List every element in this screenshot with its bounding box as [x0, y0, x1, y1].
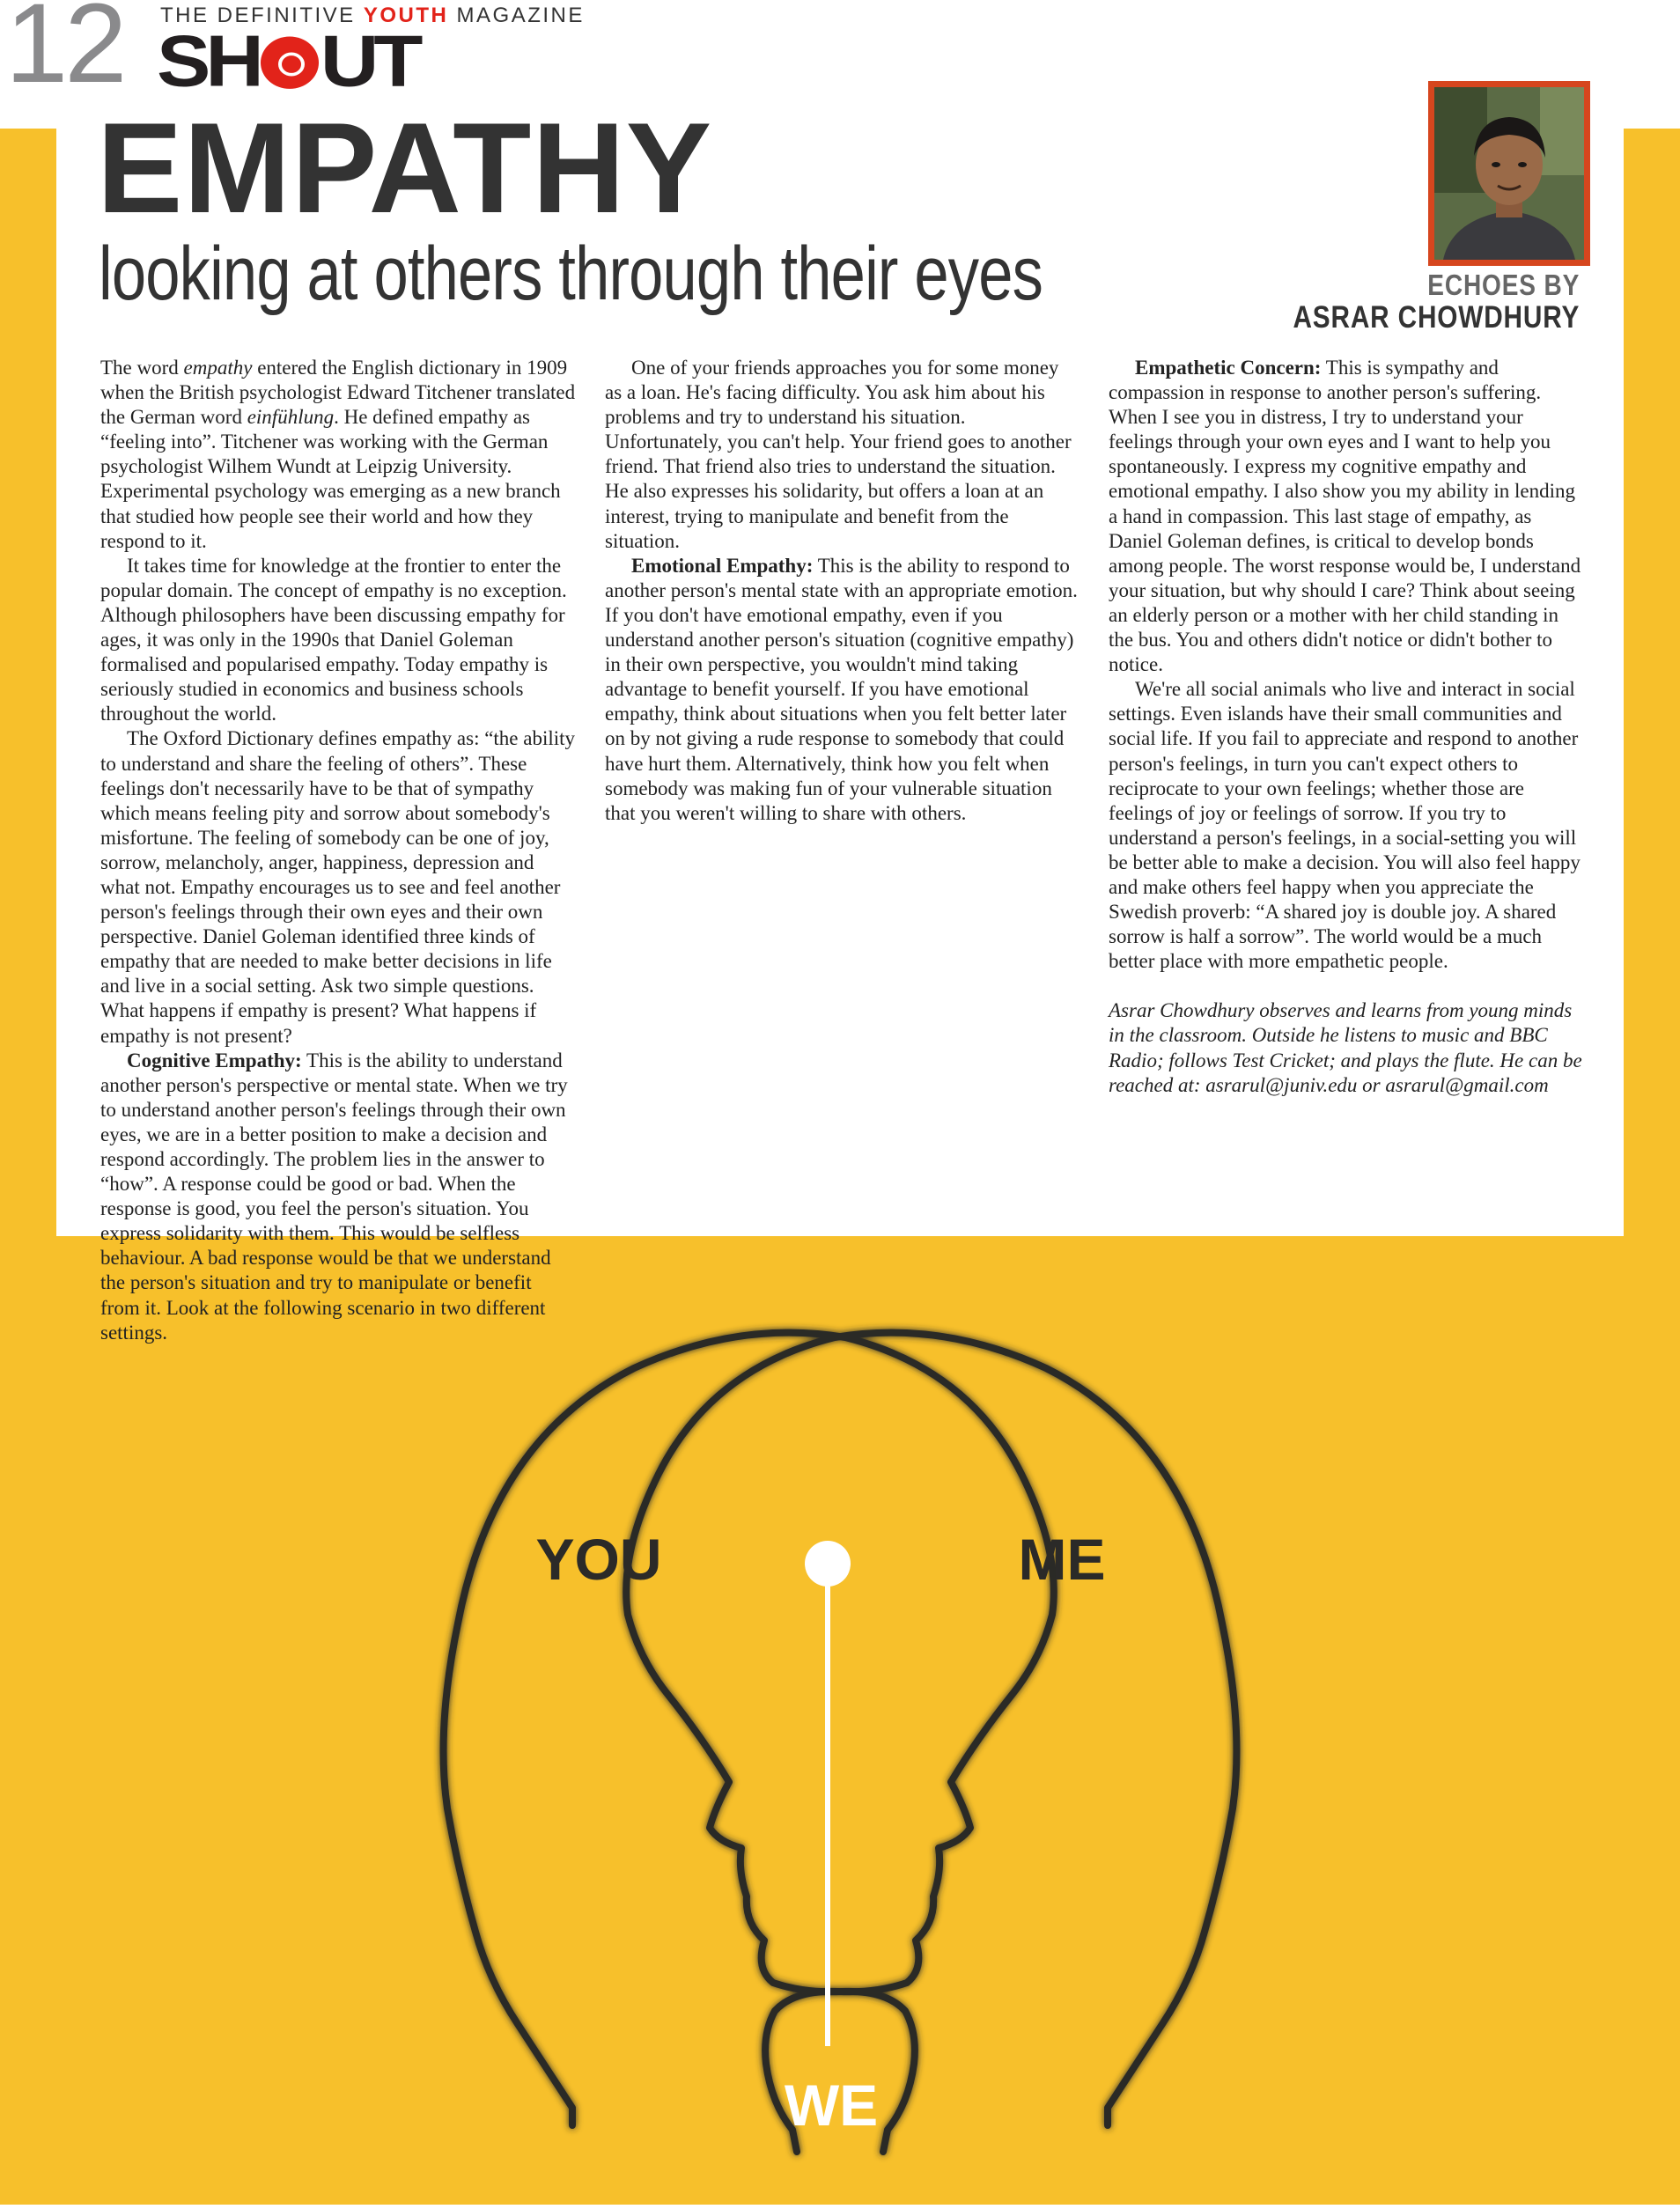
byline: [1242, 269, 1580, 335]
author-portrait: [1428, 81, 1590, 266]
text-run-italic: einfühlung: [247, 406, 335, 429]
text-run: . He defined empathy as “feeling into”. Titchener was working with the German psychologist Wilhem Wundt at Leipzig University. Experimental psychology was emerging as a new branch that studied how people see their world and how they respond to it.: [100, 406, 561, 552]
article-subtitle: looking at others through their eyes: [99, 232, 1043, 316]
label-me: ME: [1018, 1527, 1106, 1592]
logo-face-icon: [261, 37, 319, 89]
text-run-italic: empathy: [183, 357, 253, 379]
text-run: This is the ability to respond to another person's mental state with an appropriate emotion. If you don't have emotional empathy, even if you understand another person's situation (cognitive empathy) in their own perspective, you wouldn't mind taking advantage to benefit yourself. If you have emotional empathy, think about situations when you felt better later on by not giving a rude response to somebody that could have hurt them. Alternatively, think how you felt when somebody was making fun of your vulnerable situation that you weren't willing to share with others.: [605, 554, 1078, 824]
label-we: WE: [784, 2073, 879, 2138]
two-heads-illustration: [0, 1236, 1680, 2205]
byline-label: ECHOES BY: [1427, 269, 1580, 301]
paragraph-6: [605, 554, 1080, 826]
paragraph-2: It takes time for knowledge at the frontier to enter the popular domain. The concept of empathy is no exception. Although philosophers have been discussing empathy for ages, it was only in the 1990s that Daniel Goleman formalised and popularised empathy. Today empathy is seriously studied in economics and business schools throughout the world.: [100, 554, 567, 725]
paragraph-3: The Oxford Dictionary defines empathy as: “the ability to understand and share the feeling of others”. These feelings don't necessarily have to be that of sympathy which means feeling pity and sorrow about somebody's misfortune. The feeling of somebody can be one of joy, sorrow, melancholy, anger, happiness, depression and what not. Empathy encourages us to see and feel another person's feelings through their own eyes and their own perspective. Daniel Goleman identified three kinds of empathy that are needed to make better decisions in life and live in a social setting. Ask two simple questions. What happens if empathy is present? What happens if empathy is not present?: [100, 727, 576, 1047]
text-run: entered the English dictionary in 1909 when the British psychologist Edward Titchener translated the German word: [100, 357, 576, 429]
article-column-2: [605, 356, 1080, 826]
paragraph-1: [100, 356, 576, 554]
logo-text-end: UT: [320, 20, 418, 102]
section-label: Cognitive Empathy:: [127, 1049, 302, 1071]
heads-venn-icon: [0, 1236, 1680, 2205]
byline-author: ASRAR CHOWDHURY: [1293, 300, 1580, 335]
label-you: YOU: [535, 1527, 662, 1592]
tagline-accent: YOUTH: [363, 4, 449, 27]
shout-logo: [157, 20, 418, 102]
connector-dot: [805, 1541, 851, 1587]
text-run: The word: [100, 357, 184, 379]
text-run: This is sympathy and compassion in response to another person's suffering. When I see you in distress, I try to understand your feelings through your own eyes and I want to help you spontaneously. I express my cognitive empathy and emotional empathy. I also show you my ability in lending a hand in compassion. This last stage of empathy, as Daniel Goleman defines, is critical to develop bonds among people. The worst response would be, I understand your situation, but why should I care? Think about seeing an elderly person or a mother with her child standing in the bus. You and others didn't notice or didn't bother to notice.: [1109, 357, 1581, 676]
paragraph-7: [1109, 356, 1584, 677]
section-label: Emotional Empathy:: [631, 554, 814, 577]
paragraph-8: We're all social animals who live and interact in social settings. Even islands have their small communities and social life. If you fail to appreciate and respond to another person's feelings, in turn you can't expect others to reciprocate to your own feelings; whether those are feelings of joy or feelings of sorrow. If you try to understand a person's feelings, in a social-setting you will be better able to make a decision. You will also feel happy and make others feel happy when you appreciate the Swedish proverb: “A shared joy is double joy. A shared sorrow is half a sorrow”. The world would be a much better place with more empathetic people.: [1109, 678, 1581, 973]
logo-text-start: SH: [157, 20, 259, 102]
text-run: This is the ability to understand another person's perspective or mental state. When we try to understand another person's feelings through their own eyes, we are in a better position to make a decision and respond accordingly. The problem lies in the answer to “how”. A response could be good or bad. When the response is good, you feel the person's situation. You express solidarity with them. This would be selfless behaviour. A bad response would be that we understand the person's situation and try to manipulate or benefit from it. Look at the following scenario in two different settings.: [100, 1049, 568, 1344]
paragraph-5: One of your friends approaches you for some money as a loan. He's facing difficulty. You ask him about his problems and try to understand his situation. Unfortunately, you can't help. Your friend goes to another friend. That friend also tries to understand the situation. He also expresses his solidarity, but offers a loan at an interest, trying to manipulate and benefit from the situation.: [605, 357, 1072, 552]
section-label: Empathetic Concern:: [1135, 357, 1322, 379]
author-photo-icon: [1434, 87, 1584, 260]
tagline-post: MAGAZINE: [448, 4, 585, 27]
article-title: EMPATHY: [97, 96, 713, 239]
author-bio: Asrar Chowdhury observes and learns from young minds in the classroom. Outside he listens to music and BBC Radio; follows Test Cricket; and plays the flute. He can be reached at: asrarul@juniv.edu or asrarul@gmail.com: [1109, 999, 1582, 1096]
page-number: 12: [5, 0, 124, 107]
article-column-1: [100, 356, 576, 1345]
tagline-pre: THE DEFINITIVE: [160, 4, 364, 27]
article-column-3: [1109, 356, 1584, 1098]
